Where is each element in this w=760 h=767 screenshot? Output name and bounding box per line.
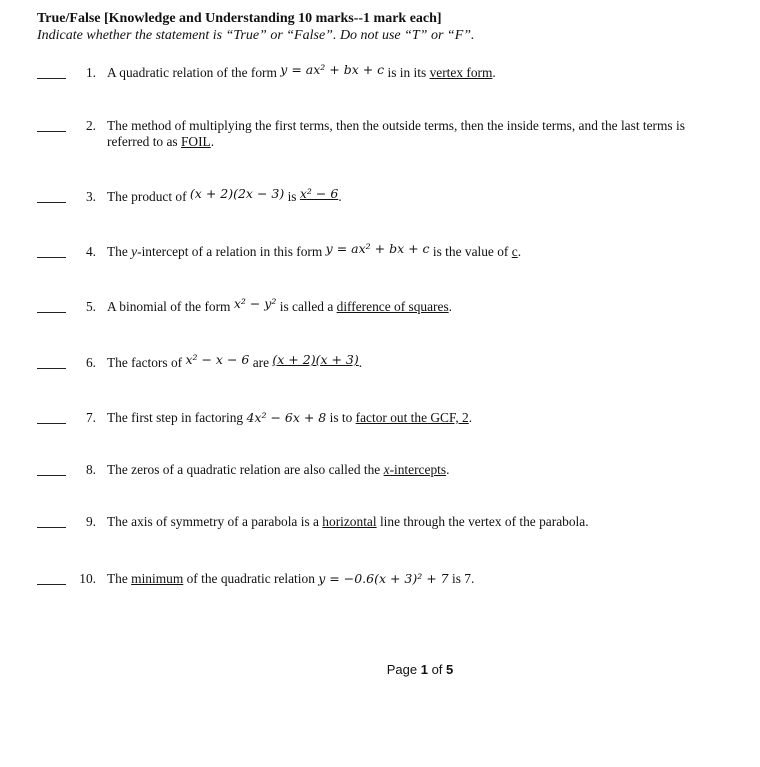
answer-blank-4[interactable] — [37, 257, 66, 258]
question-text: The y-intercept of a relation in this form y = ax² + bx + c is the value of c. — [107, 241, 522, 259]
question-number: 7. — [85, 410, 96, 425]
question-number: 3. — [85, 189, 96, 204]
question-text: A binomial of the form x² − y² is called a difference of squares. — [107, 296, 453, 314]
answer-blank-3[interactable] — [37, 202, 66, 203]
section-title: True/False [Knowledge and Understanding 10 marks--1 mark each] — [37, 11, 442, 26]
question-text: The method of multiplying the first terms, then the outside terms, then the inside terms, and the last terms is referred to as FOIL. — [107, 118, 685, 149]
question-text: The zeros of a quadratic relation are also called the x-intercepts. — [107, 462, 450, 477]
answer-blank-5[interactable] — [37, 312, 66, 313]
question-number: 1. — [85, 65, 96, 80]
question-number: 8. — [85, 462, 96, 477]
question-text: A quadratic relation of the form y = ax² + bx + c is in its vertex form. — [107, 62, 496, 80]
answer-blank-9[interactable] — [37, 527, 66, 528]
question-number: 10. — [79, 571, 96, 586]
question-text: The factors of x² − x − 6 are (x + 2)(x + 3). — [107, 352, 363, 370]
answer-blank-8[interactable] — [37, 475, 66, 476]
question-text: The product of (x + 2)(2x − 3) is x² − 6. — [107, 186, 342, 204]
answer-blank-7[interactable] — [37, 423, 66, 424]
question-number: 5. — [85, 299, 96, 314]
answer-blank-6[interactable] — [37, 368, 66, 369]
question-number: 6. — [85, 355, 96, 370]
question-text: The axis of symmetry of a parabola is a horizontal line through the vertex of the parabola. — [107, 514, 589, 529]
answer-blank-1[interactable] — [37, 78, 66, 79]
page-indicator: Page 1 of 5 — [386, 662, 454, 677]
answer-blank-2[interactable] — [37, 131, 66, 132]
instructions: Indicate whether the statement is “True” or “False”. Do not use “T” or “F”. — [37, 28, 475, 43]
question-number: 9. — [85, 514, 96, 529]
question-text: The first step in factoring 4x² − 6x + 8 is to factor out the GCF, 2. — [107, 410, 473, 425]
question-text: The minimum of the quadratic relation y = −0.6(x + 3)² + 7 is 7. — [107, 571, 475, 586]
question-number: 4. — [85, 244, 96, 259]
answer-blank-10[interactable] — [37, 584, 66, 585]
question-number: 2. — [85, 118, 96, 133]
